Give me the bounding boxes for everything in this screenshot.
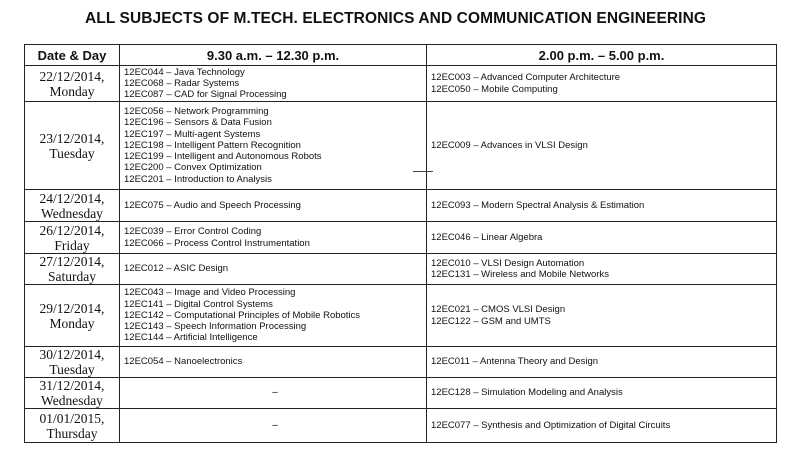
exam-day: Saturday — [48, 269, 96, 284]
header-date-day: Date & Day — [25, 45, 120, 66]
subject-item: 12EC056 – Network Programming — [124, 106, 269, 118]
subject-item: 12EC142 – Computational Principles of Mobile Robotics — [124, 309, 361, 321]
exam-date: 29/12/2014, — [39, 300, 105, 316]
date-cell — [25, 222, 120, 254]
date-cell — [25, 347, 120, 378]
subject-item: 12EC128 – Simulation Modeling and Analysis — [431, 387, 623, 399]
morning-subjects — [120, 378, 427, 409]
subject-item: 12EC044 – Java Technology — [124, 66, 245, 78]
subject-item: 12EC201 – Introduction to Analysis — [124, 173, 272, 185]
header-row — [25, 45, 777, 66]
table-row — [25, 66, 777, 102]
morning-subjects — [120, 285, 427, 347]
morning-subjects — [120, 222, 427, 254]
morning-subjects — [120, 254, 427, 285]
subject-item: 12EC043 – Image and Video Processing — [124, 287, 296, 299]
date-cell — [25, 190, 120, 222]
morning-subjects — [120, 66, 427, 102]
exam-date: 31/12/2014, — [39, 378, 105, 393]
exam-date: 24/12/2014, — [39, 190, 105, 206]
subject-item: 12EC012 – ASIC Design — [124, 263, 229, 275]
morning-subjects — [120, 102, 427, 190]
date-cell — [25, 378, 120, 409]
morning-subjects — [120, 190, 427, 222]
subject-item: 12EC144 – Artificial Intelligence — [124, 332, 258, 344]
subject-item: 12EC077 – Synthesis and Optimization of Digital Circuits — [431, 419, 671, 431]
subject-item: 12EC196 – Sensors & Data Fusion — [124, 117, 272, 129]
table-row — [25, 378, 777, 409]
exam-date: 22/12/2014, — [39, 68, 105, 84]
subject-item: 12EC200 – Convex Optimization — [124, 162, 262, 174]
header-morning-session: 9.30 a.m. – 12.30 p.m. — [120, 45, 427, 66]
afternoon-subjects — [427, 254, 777, 285]
exam-date: 01/01/2015, — [39, 410, 105, 426]
subject-item: 12EC046 – Linear Algebra — [431, 231, 543, 243]
no-subject-dash: – — [272, 387, 278, 399]
afternoon-subjects — [427, 222, 777, 254]
subject-item: 12EC009 – Advances in VLSI Design — [431, 139, 588, 151]
subject-item: 12EC075 – Audio and Speech Processing — [124, 199, 301, 211]
subject-item: 12EC093 – Modern Spectral Analysis & Estimation — [431, 199, 645, 211]
afternoon-subjects — [427, 347, 777, 378]
afternoon-subjects — [427, 190, 777, 222]
subject-item: 12EC010 – VLSI Design Automation — [431, 257, 585, 269]
table-row — [25, 222, 777, 254]
page-title: ALL SUBJECTS OF M.TECH. ELECTRONICS AND COMMUNICATION ENGINEERING — [84, 10, 707, 27]
exam-day: Monday — [49, 315, 95, 331]
exam-day: Wednesday — [41, 393, 103, 408]
no-subject-dash: – — [272, 419, 278, 431]
subject-item: 12EC141 – Digital Control Systems — [124, 298, 273, 310]
afternoon-subjects — [427, 378, 777, 409]
table-row — [25, 102, 777, 190]
table-row — [25, 190, 777, 222]
exam-day: Friday — [54, 237, 90, 253]
exam-day: Tuesday — [49, 145, 95, 161]
morning-subjects — [120, 347, 427, 378]
subject-item: 12EC068 – Radar Systems — [124, 77, 240, 89]
subject-item: 12EC039 – Error Control Coding — [124, 226, 262, 238]
date-cell — [25, 409, 120, 443]
date-cell — [25, 102, 120, 190]
exam-date: 27/12/2014, — [39, 254, 105, 269]
subject-item: 12EC087 – CAD for Signal Processing — [124, 89, 287, 101]
subject-item: 12EC003 – Advanced Computer Architecture — [431, 72, 621, 84]
subject-item: 12EC197 – Multi-agent Systems — [124, 128, 261, 140]
exam-day: Thursday — [46, 425, 98, 441]
afternoon-subjects — [427, 102, 777, 190]
subject-item: 12EC066 – Process Control Instrumentation — [124, 237, 310, 249]
exam-day: Monday — [49, 83, 95, 99]
subject-item: 12EC021 – CMOS VLSI Design — [431, 304, 566, 316]
exam-date: 26/12/2014, — [39, 222, 105, 238]
table-row — [25, 285, 777, 347]
exam-day: Wednesday — [41, 205, 103, 221]
subject-item: 12EC011 – Antenna Theory and Design — [431, 356, 599, 368]
table-row — [25, 347, 777, 378]
exam-day: Tuesday — [49, 362, 95, 377]
header-afternoon-session: 2.00 p.m. – 5.00 p.m. — [427, 45, 777, 66]
afternoon-subjects — [427, 285, 777, 347]
exam-date: 23/12/2014, — [39, 130, 105, 146]
date-cell — [25, 254, 120, 285]
table-row — [25, 254, 777, 285]
subject-item: 12EC122 – GSM and UMTS — [431, 315, 551, 327]
table-row — [25, 409, 777, 443]
subject-item: 12EC050 – Mobile Computing — [431, 83, 558, 95]
subject-item: 12EC131 – Wireless and Mobile Networks — [431, 269, 609, 280]
morning-subjects — [120, 409, 427, 443]
afternoon-subjects — [427, 66, 777, 102]
scan-mark — [413, 171, 433, 172]
exam-date: 30/12/2014, — [39, 347, 105, 362]
subject-item: 12EC054 – Nanoelectronics — [124, 356, 243, 368]
subject-item: 12EC198 – Intelligent Pattern Recognition — [124, 139, 301, 151]
exam-timetable — [24, 44, 777, 443]
subject-item: 12EC143 – Speech Information Processing — [124, 321, 307, 333]
date-cell — [25, 285, 120, 347]
afternoon-subjects — [427, 409, 777, 443]
date-cell — [25, 66, 120, 102]
subject-item: 12EC199 – Intelligent and Autonomous Robots — [124, 151, 322, 163]
